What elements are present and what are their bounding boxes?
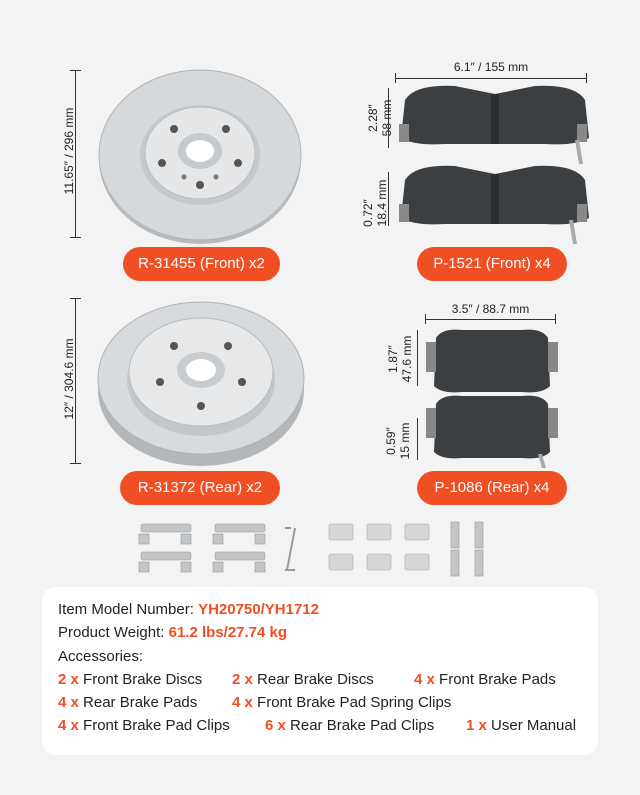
rear-pad-thickness-mm: 15 mm — [398, 422, 412, 460]
accessory-qty: 1 x — [466, 717, 487, 734]
front-disc-image — [96, 67, 304, 245]
accessory-item — [232, 671, 374, 688]
accessory-item — [58, 694, 197, 711]
accessory-item — [58, 717, 230, 734]
accessory-qty: 2 x — [58, 671, 79, 688]
rear-pads-label: P-1086 (Rear) x4 — [417, 471, 567, 505]
accessory-qty: 4 x — [58, 717, 79, 734]
accessory-name: Rear Brake Pad Clips — [290, 717, 435, 734]
rear-pad-height-mm: 47.6 mm — [400, 335, 414, 383]
front-pad-width: 6.1″ / 155 mm — [453, 60, 529, 74]
model-row — [58, 601, 319, 618]
model-value: YH20750/YH1712 — [198, 601, 319, 618]
weight-label: Product Weight: — [58, 624, 165, 641]
weight-value: 61.2 lbs/27.74 kg — [168, 624, 288, 641]
accessory-name: Front Brake Pads — [439, 671, 556, 688]
rear-brake-pads-image — [422, 324, 562, 469]
accessory-name: User Manual — [491, 717, 577, 734]
front-pad-height-in: 2.28″ — [366, 104, 380, 132]
rear-pad-width: 3.5″ / 88.7 mm — [451, 302, 530, 316]
accessory-name: Front Brake Discs — [83, 671, 203, 688]
rear-pad-height-line — [417, 330, 418, 386]
accessory-name: Rear Brake Pads — [83, 694, 198, 711]
accessory-qty: 4 x — [414, 671, 435, 688]
front-pad-thickness-in: 0.72″ — [361, 199, 375, 227]
rear-disc-label: R-31372 (Rear) x2 — [120, 471, 280, 505]
front-disc-dimension: 11.65″ / 296 mm — [62, 107, 76, 195]
rear-pad-thickness-in: 0.59″ — [384, 427, 398, 455]
front-disc-label: R-31455 (Front) x2 — [123, 247, 280, 281]
front-pads-label: P-1521 (Front) x4 — [417, 247, 567, 281]
rear-pad-height-in: 1.87″ — [386, 345, 400, 373]
accessory-qty: 6 x — [265, 717, 286, 734]
accessory-name: Front Brake Pad Spring Clips — [257, 694, 452, 711]
front-pad-width-line — [395, 78, 587, 79]
front-pad-height-mm: 58 mm — [380, 99, 394, 137]
accessory-item — [232, 694, 451, 711]
dim-tick — [70, 463, 81, 464]
front-brake-pads-image — [395, 80, 595, 250]
rear-disc-image — [96, 298, 306, 468]
accessory-qty: 4 x — [58, 694, 79, 711]
accessory-qty: 2 x — [232, 671, 253, 688]
product-info-card — [42, 587, 598, 755]
accessory-item — [414, 671, 556, 688]
dim-tick — [70, 237, 81, 238]
accessory-item — [58, 671, 202, 688]
dim-tick — [70, 70, 81, 71]
accessory-name: Rear Brake Discs — [257, 671, 374, 688]
rear-pad-thickness-line — [417, 418, 418, 460]
model-label: Item Model Number: — [58, 601, 194, 618]
rear-disc-dimension: 12″ / 304.6 mm — [62, 338, 76, 420]
dim-tick — [70, 298, 81, 299]
accessory-item — [265, 717, 434, 734]
accessory-qty: 4 x — [232, 694, 253, 711]
front-pad-thickness-mm: 18.4 mm — [375, 179, 389, 227]
accessories-label: Accessories: — [58, 648, 144, 665]
accessory-item — [466, 717, 576, 734]
accessory-clips-image — [135, 518, 507, 578]
rear-pad-width-line — [425, 319, 556, 320]
accessory-name: Front Brake Pad Clips — [83, 717, 230, 734]
weight-row — [58, 624, 287, 641]
